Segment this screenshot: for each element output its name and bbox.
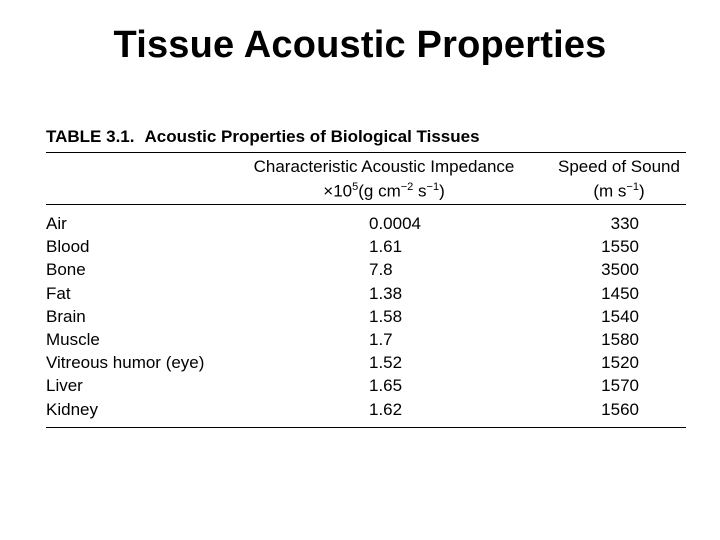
- table-row: [46, 258, 686, 281]
- tissue-cell: Vitreous humor (eye): [46, 353, 205, 373]
- table-bottom-rule: [46, 427, 686, 428]
- speed-cell: 1570: [601, 376, 639, 396]
- table-header: [46, 153, 686, 204]
- impedance-cell: 1.38: [369, 283, 403, 303]
- tissue-cell: Bone: [46, 260, 86, 280]
- header-impedance: [240, 157, 528, 202]
- table-row: [46, 212, 686, 235]
- speed-unit-m-s: (m s: [593, 181, 627, 201]
- table-caption-text: Acoustic Properties of Biological Tissues: [144, 127, 480, 146]
- header-speed: [546, 157, 692, 202]
- impedance-cell: 7.8: [369, 260, 393, 280]
- impedance-cell: 1.61: [369, 237, 403, 257]
- impedance-unit-cm-exponent: −2: [400, 181, 414, 193]
- impedance-cell: 1.58: [369, 306, 403, 326]
- table-row: [46, 398, 686, 421]
- table-row: [46, 328, 686, 351]
- table-row: [46, 305, 686, 328]
- impedance-unit-s: s: [413, 181, 427, 201]
- speed-unit-close: ): [638, 181, 645, 201]
- table-row: [46, 351, 686, 374]
- tissue-cell: Blood: [46, 237, 90, 257]
- table-row: [46, 235, 686, 258]
- tissue-cell: Muscle: [46, 329, 100, 349]
- impedance-cell: 1.52: [369, 353, 403, 373]
- acoustic-properties-table: [46, 127, 686, 428]
- speed-cell: 3500: [601, 260, 639, 280]
- tissue-cell: Fat: [46, 283, 71, 303]
- header-speed-title: Speed of Sound: [558, 157, 680, 176]
- impedance-exponent: 5: [352, 181, 359, 193]
- speed-cell: 1540: [601, 306, 639, 326]
- table-row: [46, 374, 686, 397]
- slide-title: Tissue Acoustic Properties: [113, 24, 607, 66]
- tissue-cell: Liver: [46, 376, 83, 396]
- header-speed-unit: [546, 177, 692, 202]
- impedance-unit-g-cm: (g cm: [358, 181, 401, 201]
- table-body: [46, 205, 686, 427]
- speed-cell: 1560: [601, 399, 639, 419]
- impedance-cell: 1.65: [369, 376, 403, 396]
- tissue-cell: Brain: [46, 306, 86, 326]
- table-caption: [46, 127, 686, 147]
- impedance-cell: 0.0004: [369, 214, 421, 233]
- speed-cell: 1450: [601, 283, 639, 303]
- table-label: TABLE 3.1.: [46, 127, 135, 146]
- impedance-cell: 1.62: [369, 399, 403, 419]
- speed-cell: 1580: [601, 329, 639, 349]
- speed-cell: 330: [610, 214, 639, 233]
- header-impedance-title: Characteristic Acoustic Impedance: [253, 157, 515, 176]
- impedance-prefix: ×10: [323, 181, 353, 201]
- header-impedance-unit: [240, 177, 528, 202]
- impedance-unit-s-exponent: −1: [426, 181, 440, 193]
- table-row: [46, 282, 686, 305]
- impedance-cell: 1.7: [369, 329, 393, 349]
- speed-cell: 1550: [601, 237, 639, 257]
- tissue-cell: Kidney: [46, 399, 98, 419]
- impedance-unit-close: ): [439, 181, 445, 201]
- speed-cell: 1520: [601, 353, 639, 373]
- tissue-cell: Air: [46, 214, 67, 233]
- speed-unit-exponent: −1: [626, 181, 639, 193]
